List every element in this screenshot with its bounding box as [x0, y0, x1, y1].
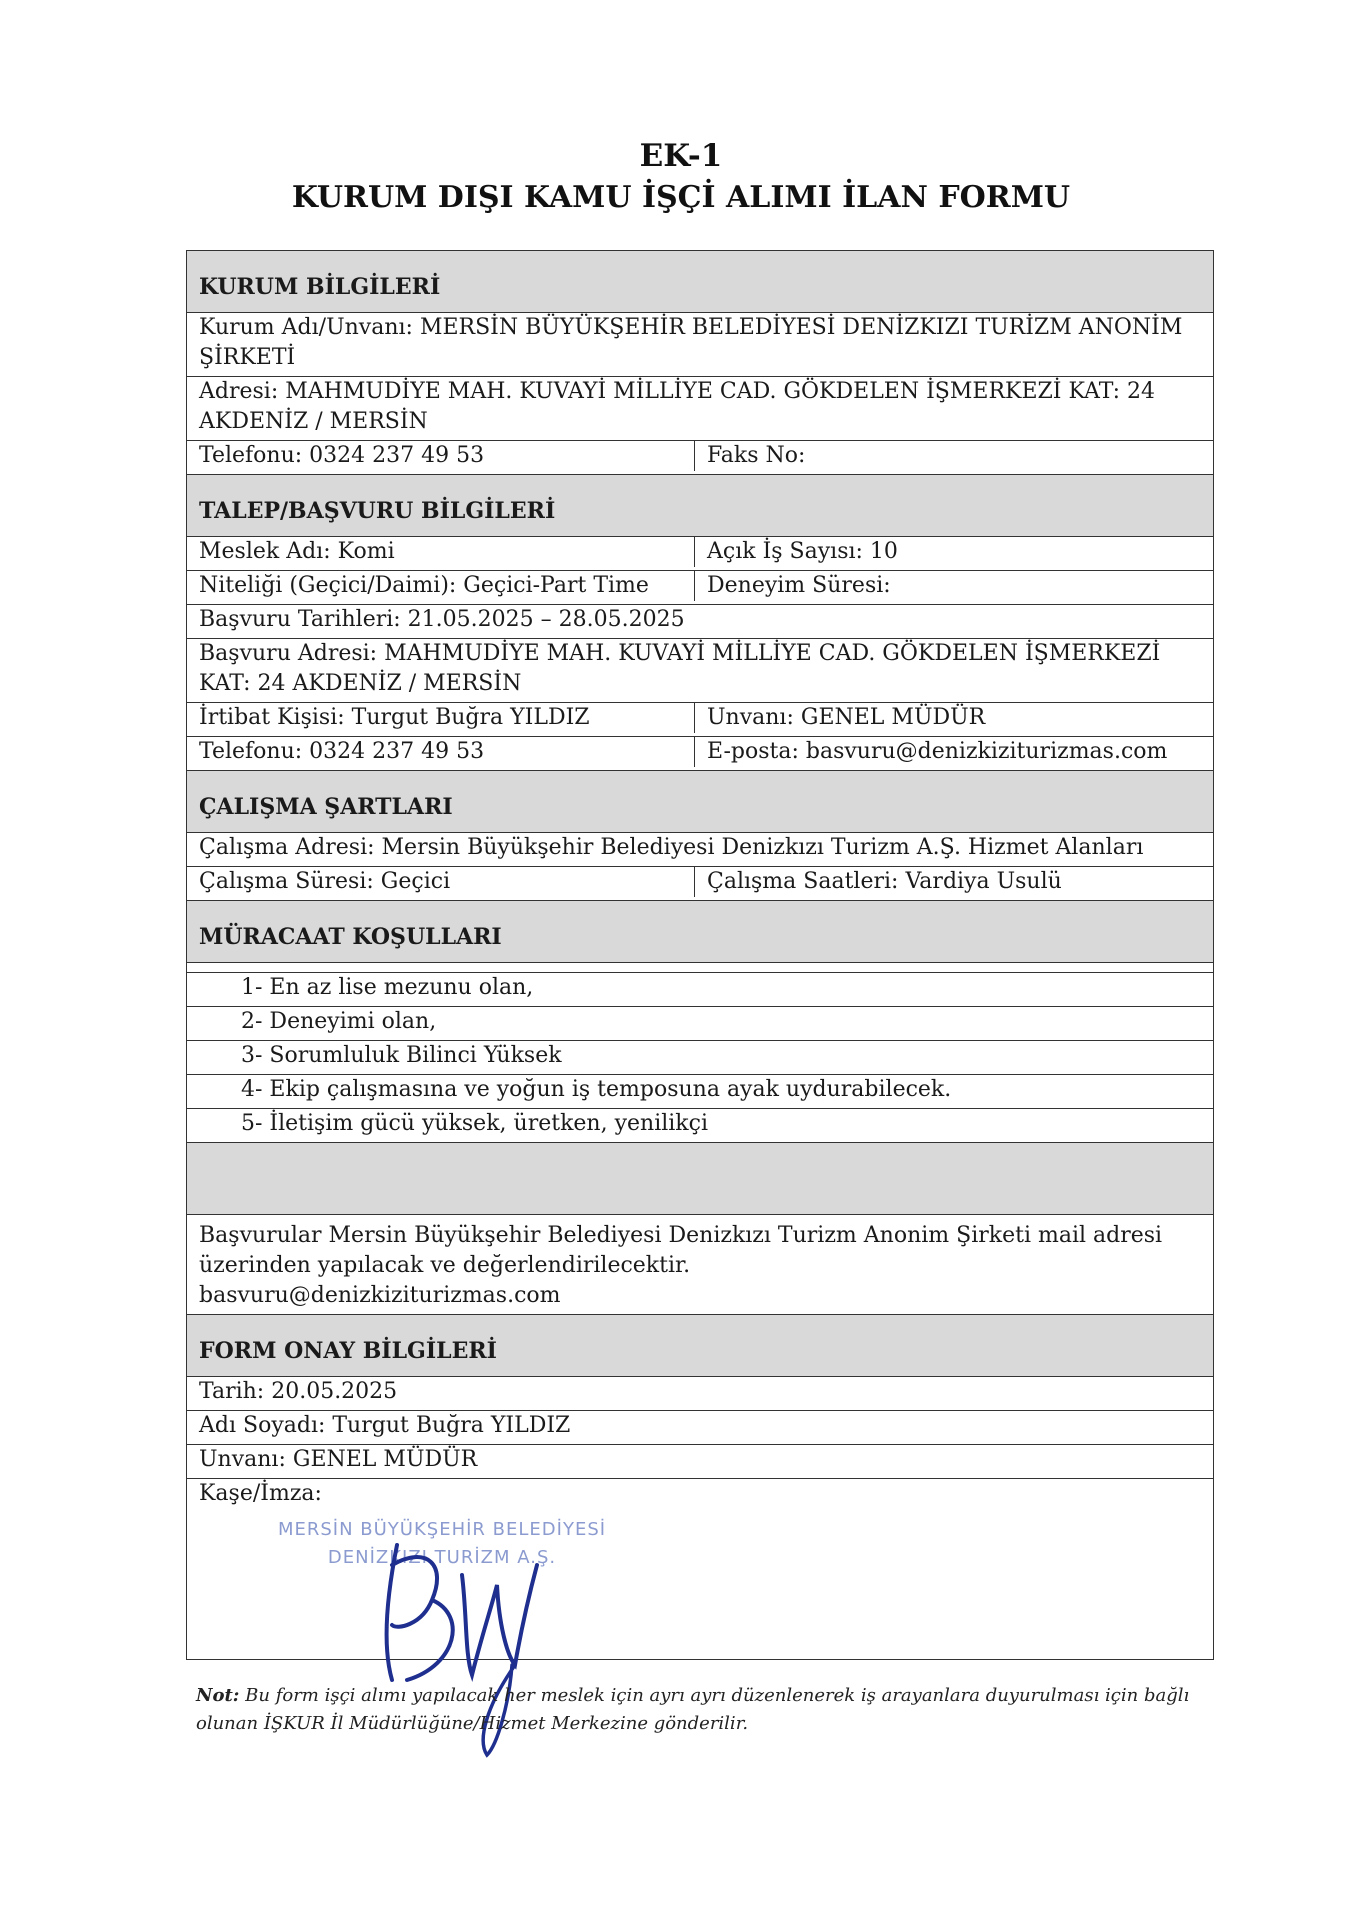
talep-eposta: E-posta: basvuru@denizkiziturizmas.com — [707, 739, 1168, 764]
meslek-adi: Meslek Adı: Komi — [187, 537, 695, 567]
onay-adsoyad-row — [187, 1411, 1213, 1445]
irtibat-kisisi: İrtibat Kişisi: Turgut Buğra YILDIZ — [187, 703, 695, 733]
footer-note — [196, 1682, 1236, 1738]
section-muracaat: MÜRACAAT KOŞULLARI — [187, 901, 1213, 963]
talep-row-6 — [187, 737, 1213, 771]
basvuru-adresi: Başvuru Adresi: MAHMUDİYE MAH. KUVAYİ MİLLİYE CAD. GÖKDELEN İŞMERKEZİ KAT: 24 AKDENİZ / MERSİN — [199, 641, 1161, 696]
stamp-line-1: MERSİN BÜYÜKŞEHİR BELEDİYESİ — [277, 1519, 607, 1540]
section-onay: FORM ONAY BİLGİLERİ — [187, 1315, 1213, 1377]
onay-unvan-row — [187, 1445, 1213, 1479]
kurum-contact-row — [187, 441, 1213, 475]
spacer-row — [187, 963, 1213, 973]
onay-tarih-row — [187, 1377, 1213, 1411]
onay-adsoyad: Adı Soyadı: Turgut Buğra YILDIZ — [199, 1413, 571, 1438]
deneyim-suresi: Deneyim Süresi: — [707, 573, 891, 598]
note-label: Not: — [196, 1685, 240, 1706]
calisma-adresi: Çalışma Adresi: Mersin Büyükşehir Belediyesi Denizkızı Turizm A.Ş. Hizmet Alanları — [199, 835, 1144, 860]
section-kurum: KURUM BİLGİLERİ — [187, 251, 1213, 313]
company-stamp — [277, 1515, 697, 1655]
list-item: 1- En az lise mezunu olan, — [187, 973, 1213, 1007]
note-text: Bu form işçi alımı yapılacak her meslek için ayrı ayrı düzenlenerek iş arayanlara duyurulması için bağlı olunan İŞKUR İl Müdürlüğüne/Hizmet Merkezine gönderilir. — [196, 1685, 1190, 1734]
form-code: EK-1 — [639, 138, 723, 174]
notice-text: Başvurular Mersin Büyükşehir Belediyesi Denizkızı Turizm Anonim Şirketi mail adresi üzerinden yapılacak ve değerlendirilecektir. — [199, 1223, 1163, 1278]
kase-label: Kaşe/İmza: — [199, 1481, 322, 1506]
talep-row-2 — [187, 571, 1213, 605]
talep-telefon: Telefonu: 0324 237 49 53 — [187, 737, 695, 767]
kurum-name-row — [187, 313, 1213, 377]
calisma-saatleri: Çalışma Saatleri: Vardiya Usulü — [707, 869, 1062, 894]
niteligi: Niteliği (Geçici/Daimi): Geçici-Part Time — [187, 571, 695, 601]
notice-email: basvuru@denizkiziturizmas.com — [199, 1283, 561, 1308]
application-form — [186, 250, 1214, 1660]
calisma-row-2 — [187, 867, 1213, 901]
onay-tarih: Tarih: 20.05.2025 — [199, 1379, 398, 1404]
talep-row-3 — [187, 605, 1213, 639]
list-item: 2- Deneyimi olan, — [187, 1007, 1213, 1041]
talep-row-4 — [187, 639, 1213, 703]
calisma-row-1 — [187, 833, 1213, 867]
blank-row — [187, 1143, 1213, 1215]
talep-row-1 — [187, 537, 1213, 571]
basvuru-tarihleri: Başvuru Tarihleri: 21.05.2025 – 28.05.2025 — [199, 607, 685, 632]
form-title: KURUM DIŞI KAMU İŞÇİ ALIMI İLAN FORMU — [291, 180, 1071, 215]
list-item: 4- Ekip çalışmasına ve yoğun iş temposuna ayak uydurabilecek. — [187, 1075, 1213, 1109]
talep-row-5 — [187, 703, 1213, 737]
list-item: 3- Sorumluluk Bilinci Yüksek — [187, 1041, 1213, 1075]
kurum-fax: Faks No: — [707, 443, 806, 468]
section-calisma: ÇALIŞMA ŞARTLARI — [187, 771, 1213, 833]
irtibat-unvan: Unvanı: GENEL MÜDÜR — [707, 705, 986, 730]
acik-is-sayisi: Açık İş Sayısı: 10 — [707, 539, 898, 564]
kase-imza-row — [187, 1479, 1213, 1659]
onay-unvan: Unvanı: GENEL MÜDÜR — [199, 1447, 478, 1472]
section-talep: TALEP/BAŞVURU BİLGİLERİ — [187, 475, 1213, 537]
calisma-suresi: Çalışma Süresi: Geçici — [187, 867, 695, 897]
stamp-line-2: DENİZKIZI TURİZM A.Ş. — [327, 1547, 557, 1568]
application-notice — [187, 1215, 1213, 1315]
kurum-phone: Telefonu: 0324 237 49 53 — [187, 441, 695, 471]
kurum-address: Adresi: MAHMUDİYE MAH. KUVAYİ MİLLİYE CAD. GÖKDELEN İŞMERKEZİ KAT: 24 AKDENİZ / MERSİN — [199, 379, 1156, 434]
kurum-address-row — [187, 377, 1213, 441]
kurum-name: Kurum Adı/Unvanı: MERSİN BÜYÜKŞEHİR BELEDİYESİ DENİZKIZI TURİZM ANONİM ŞİRKETİ — [199, 315, 1183, 370]
list-item: 5- İletişim gücü yüksek, üretken, yenilikçi — [187, 1109, 1213, 1143]
